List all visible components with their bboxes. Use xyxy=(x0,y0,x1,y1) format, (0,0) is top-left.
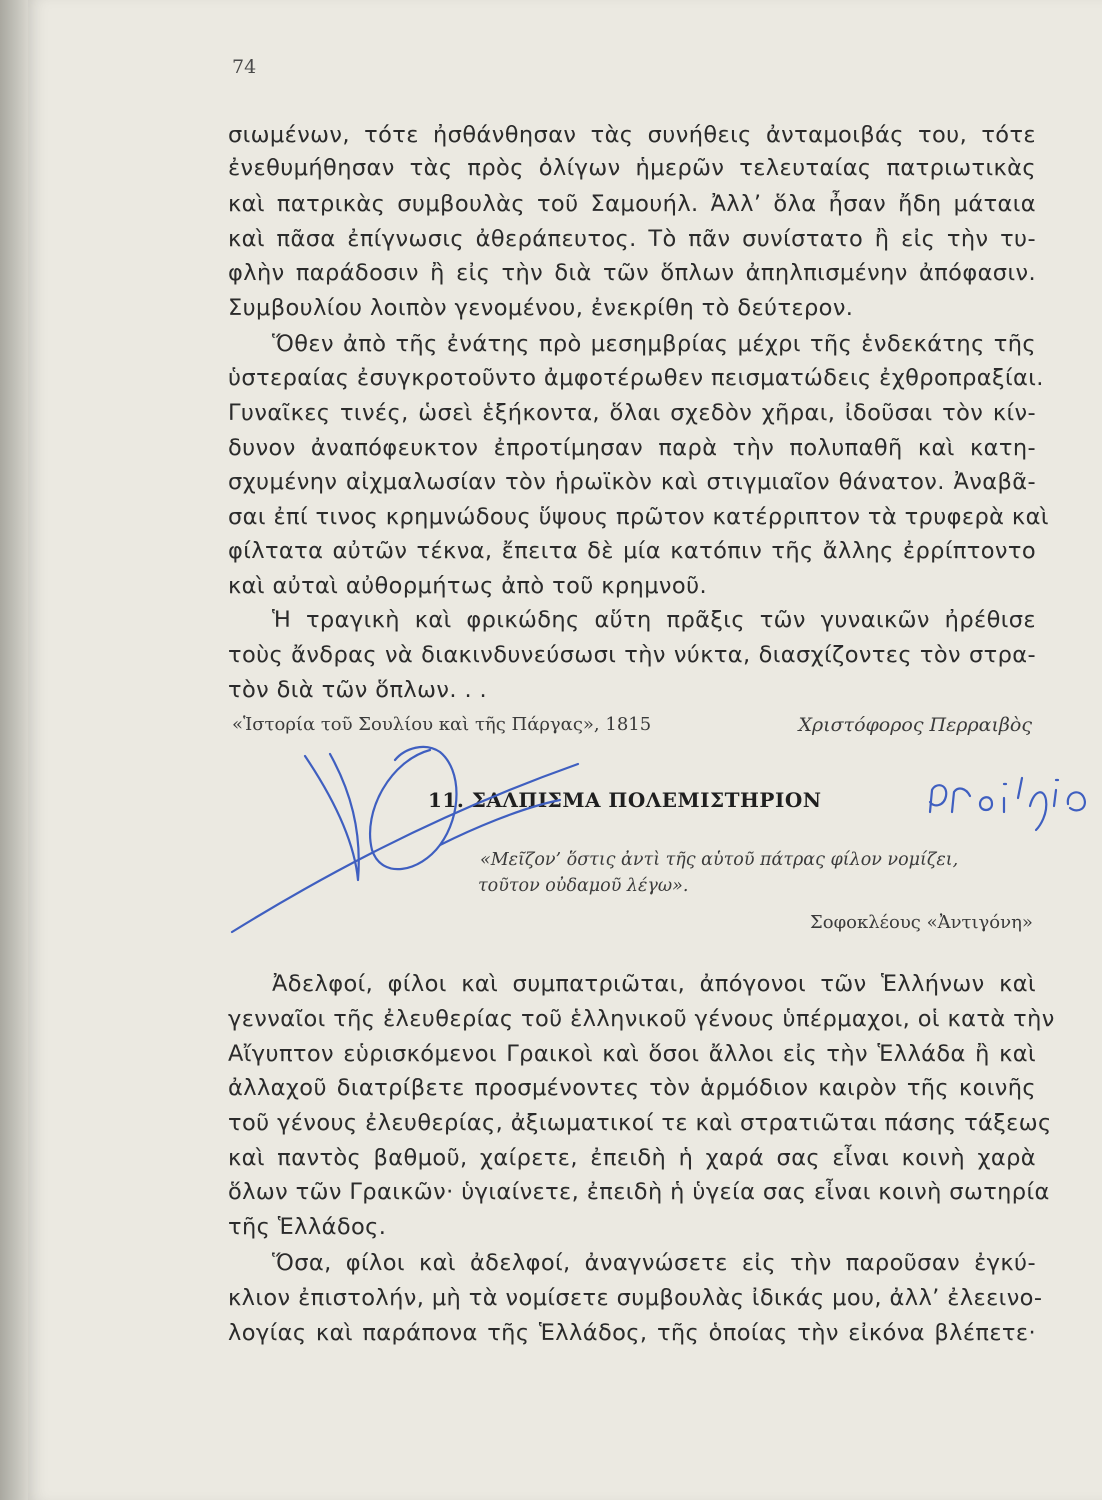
text-line: τῆς Ἑλλάδος. xyxy=(228,1214,387,1240)
epigraph-line-1: «Μεῖζον’ ὅστις ἀντὶ τῆς αὑτοῦ πάτρας φίλον νομίζει, xyxy=(480,850,959,870)
text-line: ἀλλαχοῦ διατρίβετε προσμένοντες τὸν ἁρμόδιον καιρὸν τῆς κοινῆς xyxy=(228,1075,1036,1101)
text-line: καὶ πᾶσα ἐπίγνωσις ἀθεράπευτος. Τὸ πᾶν συνίστατο ἢ εἰς τὴν τυ- xyxy=(228,226,1036,252)
text-line: γενναῖοι τῆς ἐλευθερίας τοῦ ἑλληνικοῦ γένους ὑπέρμαχοι, οἱ κατὰ τὴν xyxy=(228,1006,1055,1032)
text-line: Ὅθεν ἀπὸ τῆς ἐνάτης πρὸ μεσημβρίας μέχρι τῆς ἑνδεκάτης τῆς xyxy=(272,331,1036,357)
citation-source: «Ἱστορία τοῦ Σουλίου καὶ τῆς Πάργας», 1815 xyxy=(232,714,652,735)
text-line: φλὴν παράδοσιν ἢ εἰς τὴν διὰ τῶν ὅπλων ἀπηλπισμένην ἀπόφασιν. xyxy=(228,260,1036,286)
text-line: ὑστεραίας ἐσυγκροτοῦντο ἀμφοτέρωθεν πεισματώδεις ἐχθροπραξίαι. xyxy=(228,365,1044,391)
epigraph-line-2: τοῦτον οὐδαμοῦ λέγω». xyxy=(478,876,689,896)
text-line: τὸν διὰ τῶν ὅπλων. . . xyxy=(228,677,488,703)
text-line: σχυμένην αἰχμαλωσίαν τὸν ἡρωϊκὸν καὶ στιγμιαῖον θάνατον. Ἀναβᾶ- xyxy=(228,469,1036,495)
citation-author: Χριστόφορος Περραιβὸς xyxy=(798,714,1032,736)
page-number: 74 xyxy=(232,56,257,78)
text-line: Ὅσα, φίλοι καὶ ἀδελφοί, ἀναγνώσετε εἰς τὴν παροῦσαν ἐγκύ- xyxy=(272,1250,1036,1276)
text-line: φίλτατα αὐτῶν τέκνα, ἔπειτα δὲ μία κατόπιν τῆς ἄλλης ἐρρίπτοντο xyxy=(228,538,1036,564)
text-line: σιωμένων, τότε ἠσθάνθησαν τὰς συνήθεις ἀνταμοιβάς του, τότε xyxy=(228,122,1036,148)
text-line: καὶ πατρικὰς συμβουλὰς τοῦ Σαμουήλ. Ἀλλ’ ὅλα ἦσαν ἤδη μάταια xyxy=(228,191,1036,217)
text-line: ἐνεθυμήθησαν τὰς πρὸς ὀλίγων ἡμερῶν τελευταίας πατριωτικὰς xyxy=(228,155,1036,181)
epigraph-attribution: Σοφοκλέους «Ἀντιγόνη» xyxy=(810,912,1033,933)
source-citation xyxy=(232,714,1032,744)
text-line: Ἡ τραγικὴ καὶ φρικώδης αὕτη πρᾶξις τῶν γυναικῶν ἠρέθισε xyxy=(272,607,1036,633)
text-line: σαι ἐπί τινος κρημνώδους ὕψους πρῶτον κατέρριπτον τὰ τρυφερὰ καὶ xyxy=(228,504,1049,530)
text-line: Συμβουλίου λοιπὸν γενομένου, ἐνεκρίθη τὸ δεύτερον. xyxy=(228,295,854,321)
text-line: δυνον ἀναπόφευκτον ἐπροτίμησαν παρὰ τὴν πολυπαθῆ καὶ κατη- xyxy=(228,435,1036,461)
text-line: Αἴγυπτον εὑρισκόμενοι Γραικοὶ καὶ ὅσοι ἄλλοι εἰς τὴν Ἑλλάδα ἢ καὶ xyxy=(228,1041,1036,1067)
text-line: τοὺς ἄνδρας νὰ διακινδυνεύσωσι τὴν νύκτα, διασχίζοντες τὸν στρα- xyxy=(228,642,1036,668)
text-line: λογίας καὶ παράπονα τῆς Ἑλλάδος, τῆς ὁποίας τὴν εἰκόνα βλέπετε· xyxy=(228,1320,1036,1346)
text-line: καὶ αὐταὶ αὐθορμήτως ἀπὸ τοῦ κρημνοῦ. xyxy=(228,573,708,599)
text-line: τοῦ γένους ἐλευθερίας, ἀξιωματικοί τε καὶ στρατιῶται πάσης τάξεως xyxy=(228,1110,1052,1136)
text-line: κλιον ἐπιστολήν, μὴ τὰ νομίσετε συμβουλὰς ἰδικάς μου, ἀλλ’ ἐλεεινο- xyxy=(228,1285,1043,1311)
book-gutter xyxy=(0,0,28,1500)
text-line: ὅλων τῶν Γραικῶν· ὑγιαίνετε, ἐπειδὴ ἡ ὑγεία σας εἶναι κοινὴ σωτηρία xyxy=(228,1179,1050,1205)
text-line: Γυναῖκες τινές, ὡσεὶ ἑξήκοντα, ὅλαι σχεδὸν χῆραι, ἰδοῦσαι τὸν κίν- xyxy=(228,400,1036,426)
text-line: καὶ παντὸς βαθμοῦ, χαίρετε, ἐπειδὴ ἡ χαρά σας εἶναι κοινὴ χαρὰ xyxy=(228,1145,1036,1171)
text-line: Ἀδελφοί, φίλοι καὶ συμπατριῶται, ἀπόγονοι τῶν Ἑλλήνων καὶ xyxy=(272,971,1036,997)
section-title: 11. ΣΑΛΠΙΣΜΑ ΠΟΛΕΜΙΣΤΗΡΙΟΝ xyxy=(428,788,822,812)
